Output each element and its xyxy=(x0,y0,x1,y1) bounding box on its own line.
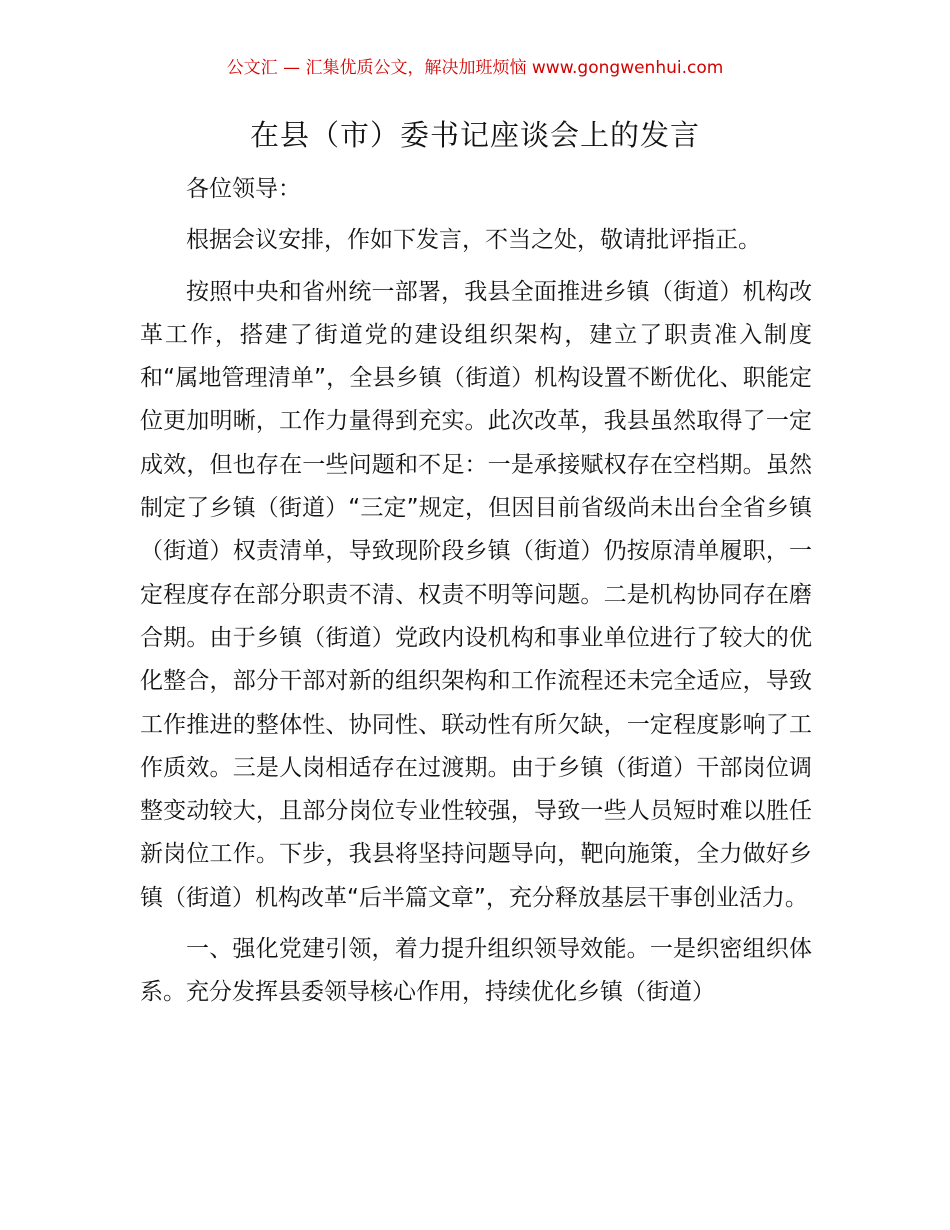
document-title: 在县（市）委书记座谈会上的发言 xyxy=(249,118,700,152)
site-banner: 公文汇 — 汇集优质公文，解决加班烦恼 www.gongwenhui.com xyxy=(226,58,724,78)
salutation-paragraph: 各位领导： xyxy=(186,176,301,202)
opening-paragraph: 根据会议安排，作如下发言，不当之处，敬请批评指正。 xyxy=(186,227,761,254)
document-body xyxy=(140,168,812,1015)
section-one-paragraph: 一、强化党建引领，着力提升组织领导效能。一是织密组织体系。充分发挥县委领导核心作用，持续优化乡镇（街道） xyxy=(140,936,812,1006)
main-paragraph: 按照中央和省州统一部署，我县全面推进乡镇（街道）机构改革工作，搭建了街道党的建设组织架构，建立了职责准入制度和“属地管理清单”，全县乡镇（街道）机构设置不断优化、职能定位更加明晰，工作力量得到充实。此次改革，我县虽然取得了一定成效，但也存在一些问题和不足：一是承接赋权存在空档期。虽然制定了乡镇（街道）“三定”规定，但因目前省级尚未出台全省乡镇（街道）权责清单，导致现阶段乡镇（街道）仍按原清单履职，一定程度存在部分职责不清、权责不明等问题。二是机构协同存在磨合期。由于乡镇（街道）党政内设机构和事业单位进行了较大的优化整合，部分干部对新的组织架构和工作流程还未完全适应，导致工作推进的整体性、协同性、联动性有所欠缺，一定程度影响了工作质效。三是人岗相适存在过渡期。由于乡镇（街道）干部岗位调整变动较大，且部分岗位专业性较强，导致一些人员短时难以胜任新岗位工作。下步，我县将坚持问题导向，靶向施策，全力做好乡镇（街道）机构改革“后半篇文章”，充分释放基层干事创业活力。 xyxy=(140,278,812,911)
